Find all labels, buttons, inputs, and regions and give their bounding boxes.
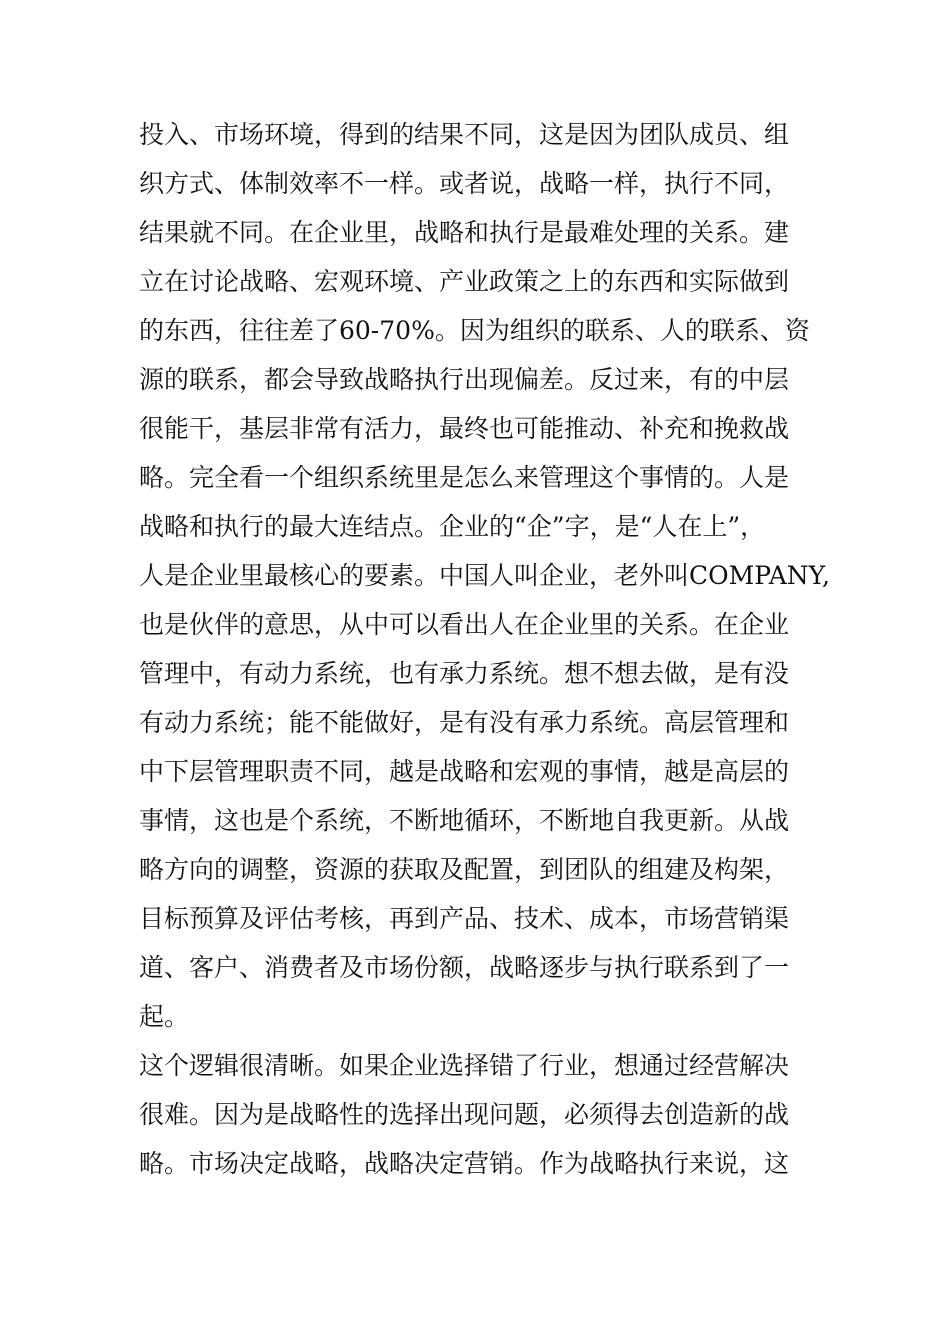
paragraph-line: 人是企业里最核心的要素。中国人叫企业，老外叫COMPANY, — [139, 561, 830, 590]
paragraph-line: 的东西，往往差了60-70%。因为组织的联系、人的联系、资 — [139, 316, 810, 345]
paragraph-line: 略。市场决定战略，战略决定营销。作为战略执行来说，这 — [139, 1149, 790, 1178]
paragraph-line: 织方式、体制效率不一样。或者说，战略一样，执行不同， — [139, 169, 790, 198]
document-body — [139, 110, 830, 1188]
paragraph-line: 事情，这也是个系统，不断地循环，不断地自我更新。从战 — [139, 806, 790, 835]
paragraph-line: 有动力系统；能不能做好，是有没有承力系统。高层管理和 — [139, 708, 790, 737]
paragraph-line: 很难。因为是战略性的选择出现问题，必须得去创造新的战 — [139, 1100, 790, 1129]
paragraph-line: 战略和执行的最大连结点。企业的“企”字，是“人在上”， — [139, 512, 766, 541]
paragraph-line: 结果就不同。在企业里，战略和执行是最难处理的关系。建 — [139, 218, 790, 247]
paragraph-line: 中下层管理职责不同，越是战略和宏观的事情，越是高层的 — [139, 757, 790, 786]
paragraph-1 — [139, 110, 830, 1041]
paragraph-line: 起。 — [139, 1002, 190, 1031]
paragraph-line: 目标预算及评估考核，再到产品、技术、成本，市场营销渠 — [139, 904, 790, 933]
paragraph-line: 源的联系，都会导致战略执行出现偏差。反过来，有的中层 — [139, 365, 790, 394]
paragraph-2 — [139, 1041, 814, 1188]
paragraph-line: 道、客户、消费者及市场份额，战略逐步与执行联系到了一 — [139, 953, 790, 982]
paragraph-line: 略方向的调整，资源的获取及配置，到团队的组建及构架， — [139, 855, 790, 884]
paragraph-line: 这个逻辑很清晰。如果企业选择错了行业，想通过经营解决 — [139, 1051, 790, 1080]
paragraph-line: 也是伙伴的意思，从中可以看出人在企业里的关系。在企业 — [139, 610, 790, 639]
paragraph-line: 很能干，基层非常有活力，最终也可能推动、补充和挽救战 — [139, 414, 790, 443]
paragraph-line: 略。完全看一个组织系统里是怎么来管理这个事情的。人是 — [139, 463, 790, 492]
paragraph-line: 管理中，有动力系统，也有承力系统。想不想去做，是有没 — [139, 659, 790, 688]
paragraph-line: 投入、市场环境，得到的结果不同，这是因为团队成员、组 — [139, 120, 790, 149]
paragraph-line: 立在讨论战略、宏观环境、产业政策之上的东西和实际做到 — [139, 267, 790, 296]
